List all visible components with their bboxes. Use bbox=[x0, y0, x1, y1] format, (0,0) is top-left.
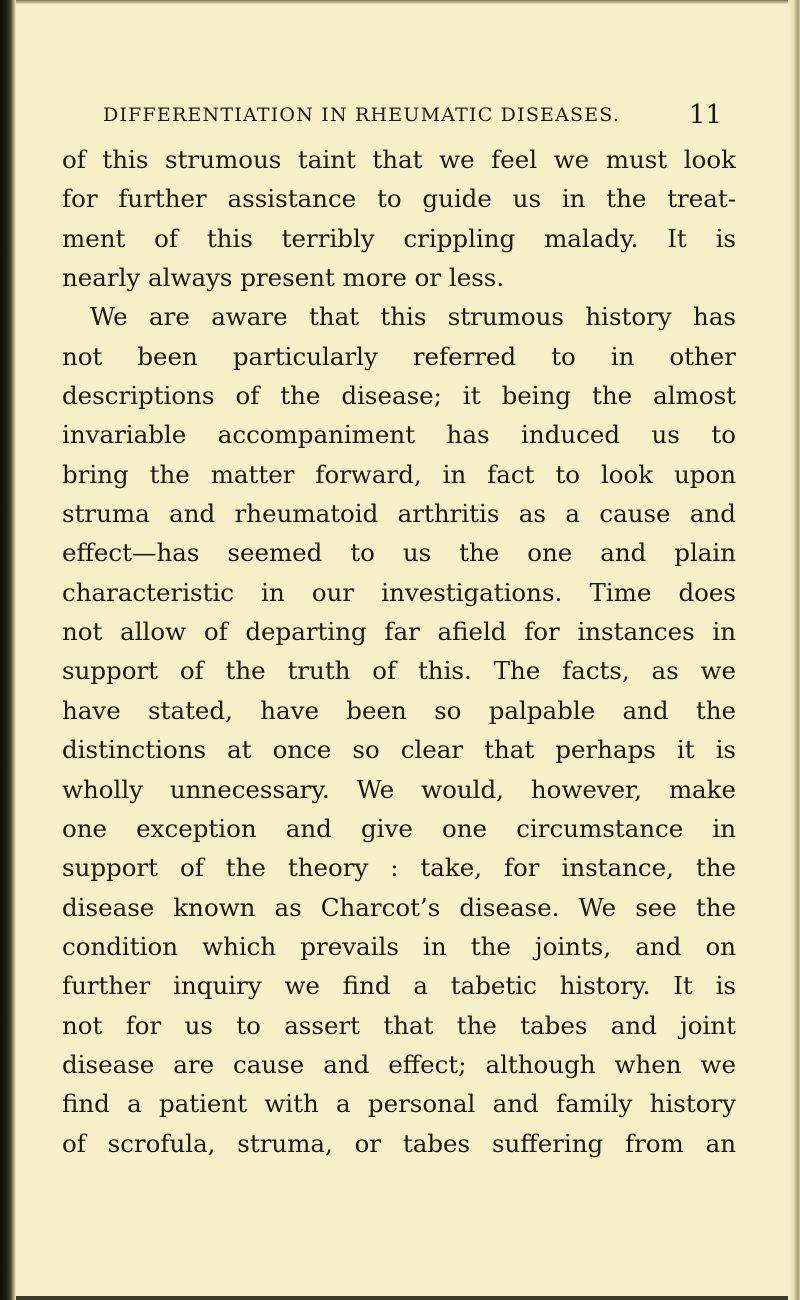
text-line: further inquiry we find a tabetic history. It is bbox=[62, 971, 736, 1001]
text-line: not for us to assert that the tabes and joint bbox=[62, 1010, 736, 1040]
text-line: have stated, have been so palpable and the bbox=[62, 695, 736, 725]
text-line: of this strumous taint that we feel we must look bbox=[62, 145, 736, 174]
text-line: condition which prevails in the joints, and on bbox=[62, 931, 736, 961]
text-line: effect—has seemed to us the one and plain bbox=[62, 538, 736, 568]
page-number: 11 bbox=[688, 100, 722, 130]
text-line: characteristic in our investigations. Time does bbox=[62, 577, 736, 607]
text-line: descriptions of the disease; it being the almost bbox=[62, 381, 736, 411]
text-line: disease are cause and effect; although when we bbox=[62, 1049, 736, 1079]
text-line: bring the matter forward, in fact to look upon bbox=[62, 459, 736, 489]
text-line: distinctions at once so clear that perhaps it is bbox=[62, 735, 736, 765]
body-text bbox=[62, 140, 736, 1163]
text-line: not allow of departing far afield for instances in bbox=[62, 617, 736, 647]
text-line: invariable accompaniment has induced us to bbox=[62, 420, 736, 450]
text-line: support of the theory : take, for instance, the bbox=[62, 853, 736, 883]
text-line: nearly always present more or less. bbox=[62, 263, 505, 293]
text-line: ment of this terribly crippling malady. It is bbox=[62, 223, 736, 253]
paragraph-start-line: We are aware that this strumous history has bbox=[90, 302, 736, 332]
text-line: find a patient with a personal and family history bbox=[62, 1089, 736, 1119]
text-line: one exception and give one circumstance in bbox=[62, 813, 736, 843]
running-title: DIFFERENTIATION IN RHEUMATIC DISEASES. bbox=[103, 104, 621, 126]
page-header bbox=[97, 100, 722, 130]
page-bottom-edge bbox=[16, 1296, 788, 1300]
text-line: of scrofula, struma, or tabes suffering from an bbox=[62, 1128, 736, 1158]
page-top-edge bbox=[16, 0, 788, 4]
text-line: not been particularly referred to in other bbox=[62, 341, 736, 371]
text-line: disease known as Charcot’s disease. We see the bbox=[62, 892, 736, 922]
text-line: for further assistance to guide us in the treat- bbox=[62, 184, 736, 214]
page-right-edge bbox=[788, 0, 800, 1300]
book-spine-shadow bbox=[0, 0, 16, 1300]
text-line: support of the truth of this. The facts, as we bbox=[62, 656, 736, 686]
text-line: struma and rheumatoid arthritis as a cause and bbox=[62, 499, 736, 529]
text-line: wholly unnecessary. We would, however, make bbox=[62, 774, 736, 804]
